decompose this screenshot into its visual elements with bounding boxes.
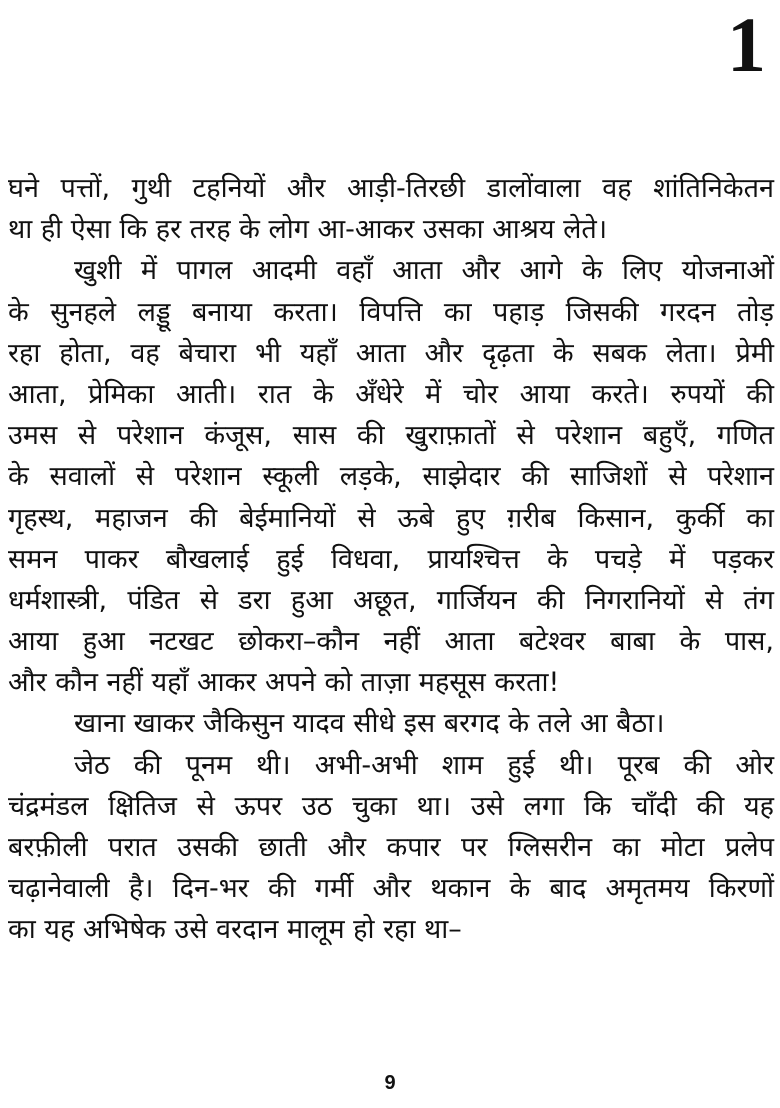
text-line: और कौन नहीं यहाँ आकर अपने को ताज़ा महसूस करता! xyxy=(8,667,560,699)
text-line: खुशी में पागल आदमी वहाँ आता और आगे के लिए योजनाओं xyxy=(74,255,774,287)
text-line: बरफ़ीली परात उसकी छाती और कपार पर ग्लिसरीन का मोटा प्रलेप xyxy=(8,832,774,863)
text-line: खाना खाकर जैकिसुन यादव सीधे इस बरगद के तले आ बैठा। xyxy=(74,708,665,740)
text-line: आया हुआ नटखट छोकरा–कौन नहीं आता बटेश्वर बाबा के पास, xyxy=(8,626,774,658)
text-line: चढ़ानेवाली है। दिन-भर की गर्मी और थकान के बाद अमृतमय किरणों xyxy=(8,873,774,905)
text-line: के सवालों से परेशान स्कूली लड़के, साझेदार की साजिशों से परेशान xyxy=(8,461,774,493)
chapter-number: 1 xyxy=(727,1,766,88)
text-line: उमस से परेशान कंजूस, सास की खुराफ़ातों से परेशान बहुएँ, गणित xyxy=(8,420,774,452)
text-line: जेठ की पूनम थी। अभी-अभी शाम हुई थी। पूरब की ओर xyxy=(74,749,774,781)
page-number: 9 xyxy=(384,1072,396,1094)
text-line: के सुनहले लड्डू बनाया करता। विपत्ति का पहाड़ जिसकी गरदन तोड़ xyxy=(8,296,774,328)
body-text xyxy=(8,168,774,951)
text-line: का यह अभिषेक उसे वरदान मालूम हो रहा था– xyxy=(8,914,462,946)
text-line: घने पत्तों, गुथी टहनियों और आड़ी-तिरछी डालोंवाला वह शांतिनिकेतन xyxy=(8,173,774,204)
text-line: था ही ऐसा कि हर तरह के लोग आ-आकर उसका आश्रय लेते। xyxy=(8,214,608,246)
text-line: आता, प्रेमिका आती। रात के अँधेरे में चोर आया करते। रुपयों की xyxy=(8,378,774,410)
text-line: गृहस्थ, महाजन की बेईमानियों से ऊबे हुए ग़रीब किसान, कुर्की का xyxy=(8,502,774,534)
text-line: समन पाकर बौखलाई हुई विधवा, प्रायश्चित्त के पचड़े में पड़कर xyxy=(8,543,774,575)
text-line: धर्मशास्त्री, पंडित से डरा हुआ अछूत, गार्जियन की निगरानियों से तंग xyxy=(8,584,774,616)
text-line: चंद्रमंडल क्षितिज से ऊपर उठ चुका था। उसे लगा कि चाँदी की यह xyxy=(8,790,774,822)
text-line: रहा होता, वह बेचारा भी यहाँ आता और दृढ़ता के सबक लेता। प्रेमी xyxy=(8,337,774,369)
